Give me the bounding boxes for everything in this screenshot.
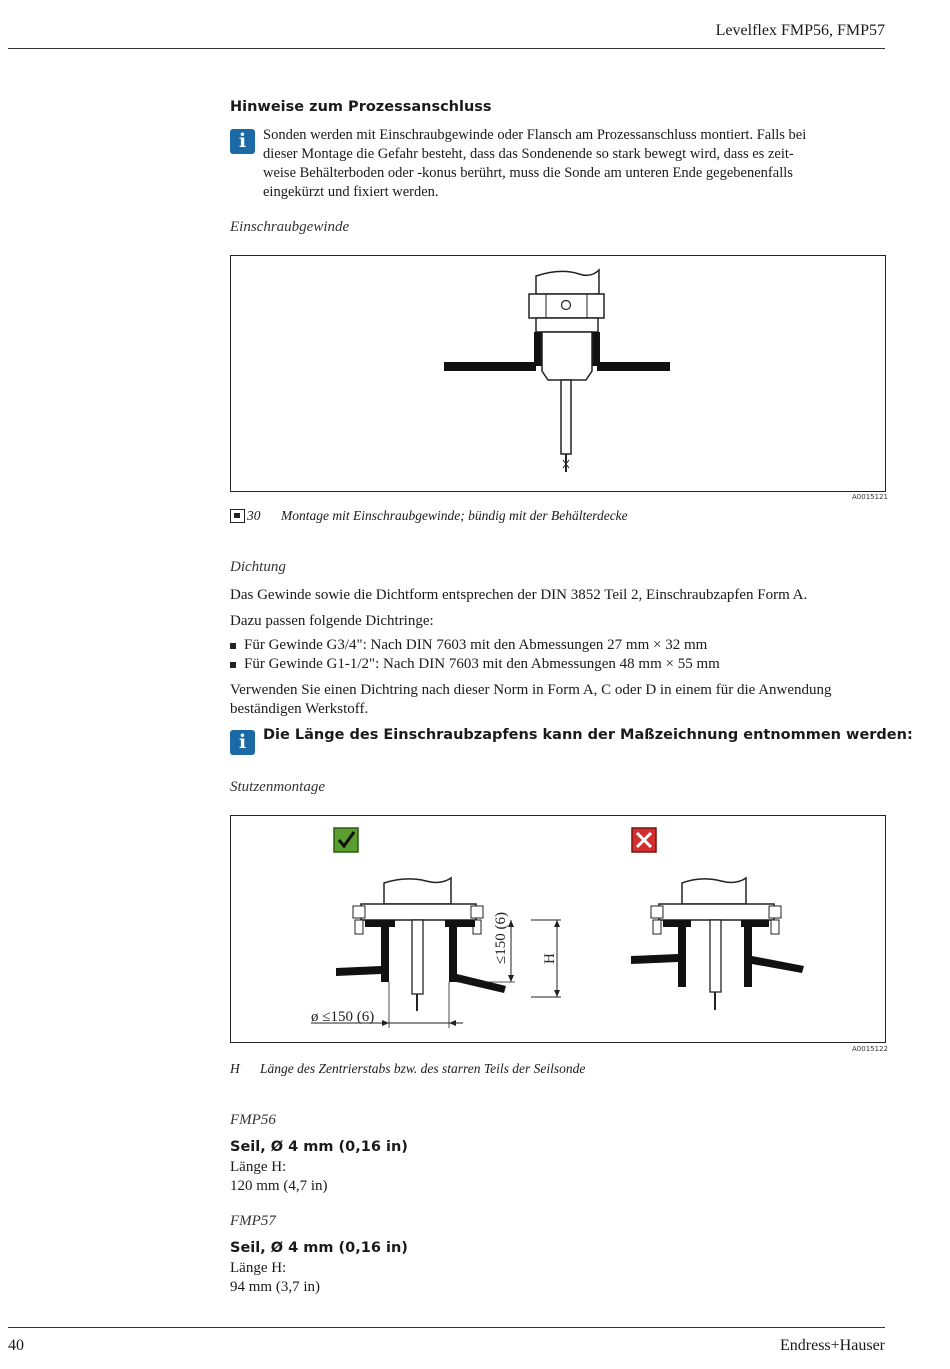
section-heading: Hinweise zum Prozessanschluss: [230, 99, 492, 115]
legend-text: Länge des Zentrierstabs bzw. des starren Teils der Seilsonde: [260, 1061, 586, 1076]
process-connection-note: [263, 126, 806, 202]
threaded-mounting-drawing: [231, 256, 885, 491]
fmp57-rope-title: Seil, Ø 4 mm (0,16 in): [230, 1240, 408, 1256]
paragraph-line: beständigen Werkstoff.: [230, 701, 369, 717]
figure-icon: [230, 509, 245, 523]
document-header-title: Levelflex FMP56, FMP57: [715, 22, 885, 39]
note-line: eingekürzt und fixiert werden.: [263, 184, 439, 200]
fmp56-rope-title: Seil, Ø 4 mm (0,16 in): [230, 1139, 408, 1155]
legend-key: H: [230, 1061, 240, 1076]
footer-brand: Endress+Hauser: [780, 1337, 885, 1354]
list-item-text: Für Gewinde G1-1/2": Nach DIN 7603 mit den Abmessungen 48 mm × 55 mm: [244, 656, 720, 672]
list-item-text: Für Gewinde G3/4": Nach DIN 7603 mit den Abmessungen 27 mm × 32 mm: [244, 637, 708, 653]
figure-threaded-mounting: [230, 255, 886, 492]
list-item: [230, 656, 720, 673]
footer-rule: [8, 1327, 885, 1328]
figure2-subheading: Stutzenmontage: [230, 779, 325, 795]
h-dimension-label: H: [542, 953, 558, 964]
height-dimension-label: ≤150 (6): [493, 912, 509, 964]
dichtung-subheading: Dichtung: [230, 559, 286, 575]
length-note: Die Länge des Einschraubzapfens kann der Maßzeichnung entnommen werden:: [263, 727, 913, 743]
list-item: [230, 637, 707, 654]
figure1-caption: Montage mit Einschraubgewinde; bündig mit der Behälterdecke: [281, 508, 628, 523]
figure1-code: A0015121: [852, 493, 888, 501]
figure1-subheading: Einschraubgewinde: [230, 219, 350, 235]
note-line: dieser Montage die Gefahr besteht, dass das Sondenende so stark bewegt wird, dass es zeit-: [263, 146, 794, 162]
fmp56-length-label: Länge H:: [230, 1159, 287, 1175]
figure-nozzle-mounting: [230, 815, 886, 1043]
figure1-number: 30: [247, 508, 261, 523]
check-icon: [334, 828, 358, 852]
note-line: weise Behälterboden oder -konus berührt, muss die Sonde am unteren Ende gegebenenfalls: [263, 165, 793, 181]
info-icon: i: [230, 129, 255, 154]
fmp56-length-value: 120 mm (4,7 in): [230, 1178, 328, 1194]
page-number: 40: [8, 1337, 24, 1354]
paragraph-line: Verwenden Sie einen Dichtring nach dieser Norm in Form A, C oder D in einem für die Anwendung: [230, 682, 832, 698]
fmp56-heading: FMP56: [230, 1112, 276, 1128]
header-rule: [8, 48, 885, 49]
fmp57-length-label: Länge H:: [230, 1260, 287, 1276]
dichtung-paragraph-3: [230, 681, 832, 719]
dichtung-paragraph-2: Dazu passen folgende Dichtringe:: [230, 613, 434, 629]
info-icon: i: [230, 730, 255, 755]
note-line: Sonden werden mit Einschraubgewinde oder Flansch am Prozessanschluss montiert. Falls bei: [263, 127, 807, 143]
cross-icon: [632, 828, 656, 852]
diameter-dimension-label: ø ≤150 (6): [311, 1009, 375, 1025]
fmp57-length-value: 94 mm (3,7 in): [230, 1279, 320, 1295]
dichtung-paragraph-1: Das Gewinde sowie die Dichtform entsprechen der DIN 3852 Teil 2, Einschraubzapfen Form A.: [230, 587, 808, 603]
figure2-code: A0015122: [852, 1045, 888, 1053]
fmp57-heading: FMP57: [230, 1213, 276, 1229]
